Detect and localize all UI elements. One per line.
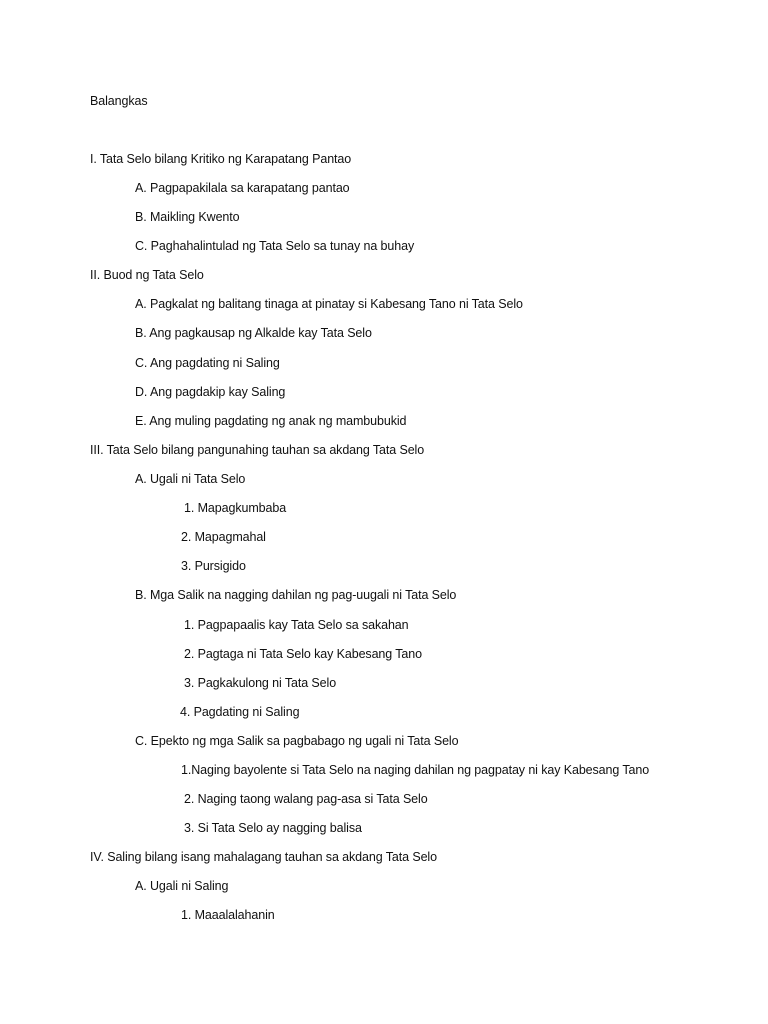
outline-item: B. Ang pagkausap ng Alkalde kay Tata Selo [135, 326, 372, 340]
outline-subitem: 2. Naging taong walang pag-asa si Tata Selo [184, 792, 428, 806]
outline-subitem: 3. Pagkakulong ni Tata Selo [184, 676, 337, 690]
outline-item: A. Pagpapakilala sa karapatang pantao [135, 181, 350, 195]
outline-item: A. Ugali ni Saling [135, 879, 229, 893]
outline-item: C. Paghahalintulad ng Tata Selo sa tunay na buhay [135, 239, 415, 253]
outline-subitem: 2. Pagtaga ni Tata Selo kay Kabesang Tano [184, 647, 422, 661]
outline-subitem: 3. Si Tata Selo ay nagging balisa [184, 821, 362, 835]
outline-item: A. Pagkalat ng balitang tinaga at pinatay si Kabesang Tano ni Tata Selo [135, 297, 523, 311]
outline-heading-2: II. Buod ng Tata Selo [90, 268, 204, 282]
outline-subitem: 1. Pagpapaalis kay Tata Selo sa sakahan [184, 618, 409, 632]
outline-item: E. Ang muling pagdating ng anak ng mambubukid [135, 414, 407, 428]
outline-item: D. Ang pagdakip kay Saling [135, 385, 286, 399]
outline-item: C. Ang pagdating ni Saling [135, 356, 280, 370]
outline-subitem: 1.Naging bayolente si Tata Selo na naging dahilan ng pagpatay ni kay Kabesang Tano [181, 763, 650, 777]
outline-subitem: 4. Pagdating ni Saling [180, 705, 300, 719]
outline-item: C. Epekto ng mga Salik sa pagbabago ng ugali ni Tata Selo [135, 734, 459, 748]
outline-item: B. Maikling Kwento [135, 210, 240, 224]
outline-heading-3: III. Tata Selo bilang pangunahing tauhan sa akdang Tata Selo [90, 443, 425, 457]
outline-item: A. Ugali ni Tata Selo [135, 472, 246, 486]
outline-item: B. Mga Salik na nagging dahilan ng pag-uugali ni Tata Selo [135, 588, 457, 602]
outline-subitem: 2. Mapagmahal [181, 530, 266, 544]
outline-subitem: 3. Pursigido [181, 559, 246, 573]
outline-subitem: 1. Mapagkumbaba [184, 501, 287, 515]
outline-subitem: 1. Maaalalahanin [181, 908, 275, 922]
document-title: Balangkas [90, 94, 148, 108]
outline-heading-1: I. Tata Selo bilang Kritiko ng Karapatang Pantao [90, 152, 352, 166]
outline-heading-4: IV. Saling bilang isang mahalagang tauhan sa akdang Tata Selo [90, 850, 437, 864]
